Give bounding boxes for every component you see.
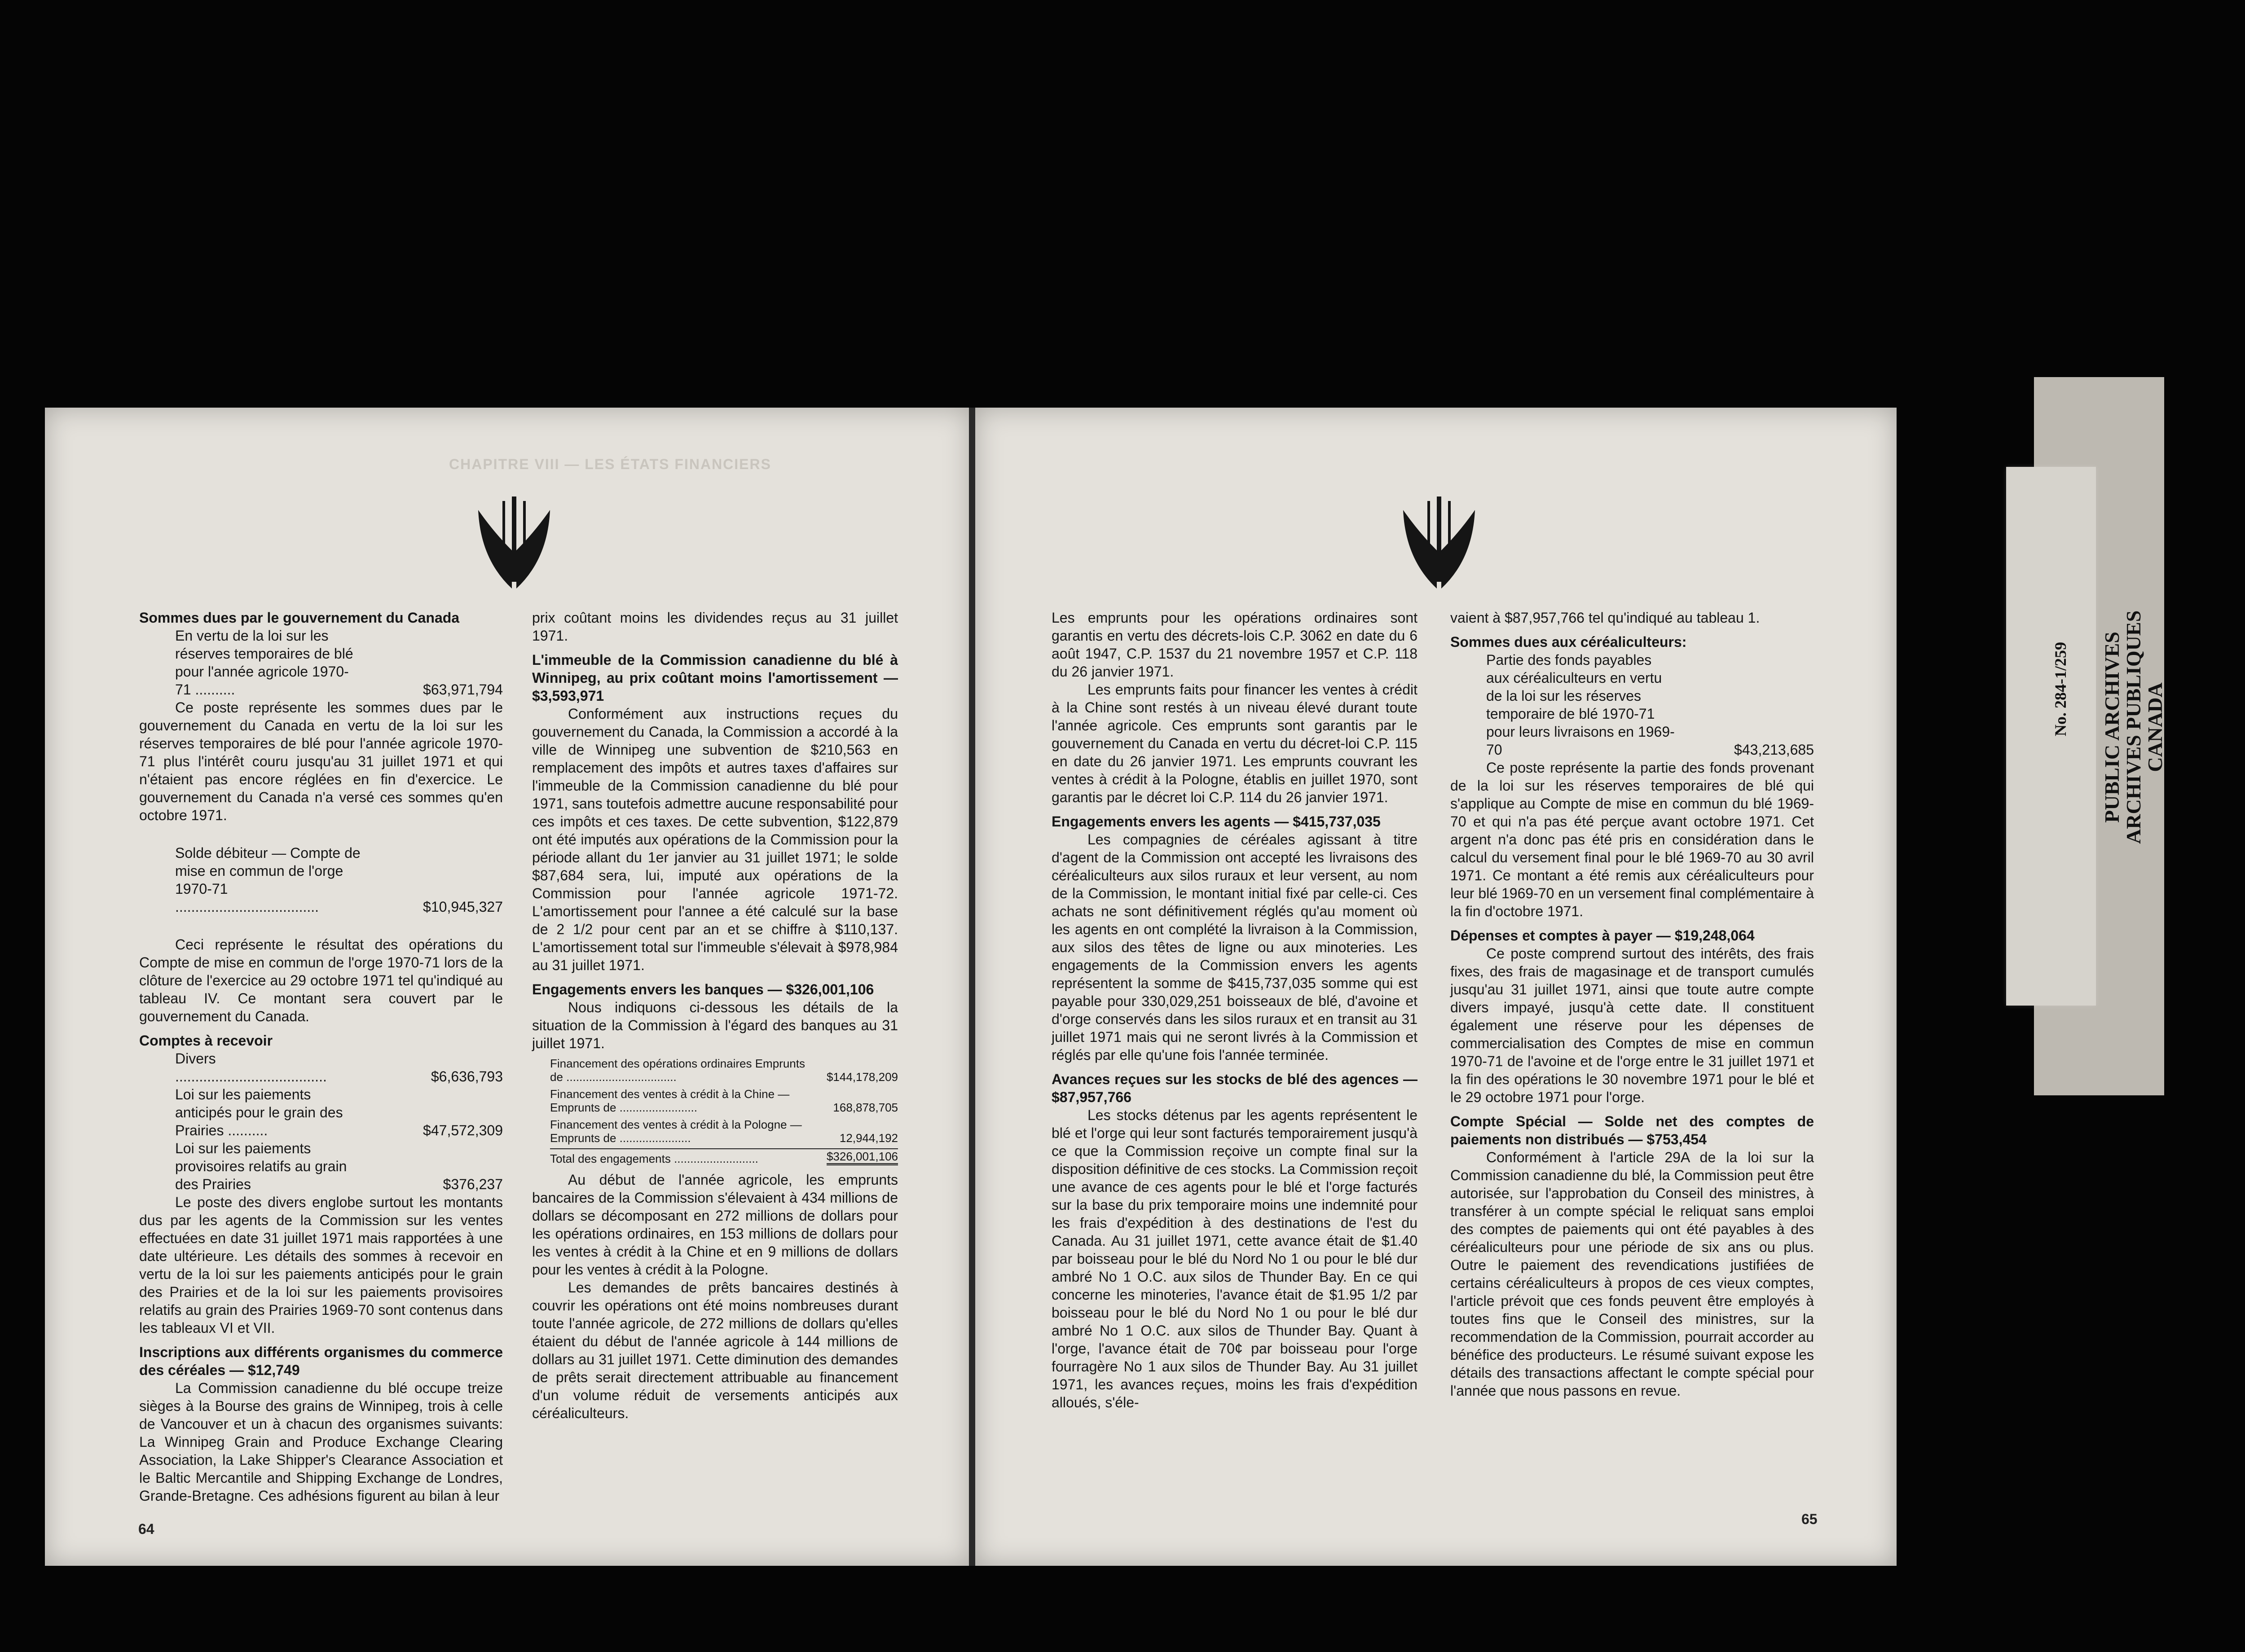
chapter-header: CHAPITRE VIII — LES ÉTATS FINANCIERS (449, 456, 771, 472)
paragraph: Ce poste comprend surtout des intérêts, des frais fixes, des frais de magasinage et de transport cumulés jusqu'au 31 juillet 1971, ainsi que toute autre compte divers impayé, jusqu'à cette date. Il constituent également une réserve pour les dépenses de commercialisation des Comptes de mise en commun 1970-71 de l'avoine et de l'orge entre le 31 juillet 1971 et la fin des opérations le 30 novembre 1971 pour le blé et le 29 octobre 1971 pour l'orge. (1450, 945, 1814, 1105)
paragraph: Au début de l'année agricole, les emprunts bancaires de la Commission s'élevaient à 434 millions de dollars se décomposant en 272 millions de dollars pour les opérations ordinaires, en 153 millions de dollars pour les ventes à crédit à la Chine et en 9 millions de dollars pour les ventes à crédit à la Pologne. (532, 1172, 898, 1278)
section-heading: Engagements envers les banques — $326,001,106 (532, 981, 874, 997)
paragraph: Les demandes de prêts bancaires destinés à couvrir les opérations ont été moins nombreuses durant toute l'année agricole, de 272 millions de dollars qu'elles étaient du début de l'année agricole à 144 millions de dollars au 31 juillet 1971. Cette diminution des demandes de prêts serait directement attribuable au financement d'un volume réduit de versements anticipés aux céréaliculteurs. (532, 1279, 898, 1421)
left-page (45, 408, 971, 1566)
entry-label: Divers ...................................... (175, 1050, 327, 1085)
bank-table (550, 1057, 898, 1165)
page-number-right: 65 (1801, 1511, 1818, 1527)
paragraph: Ceci représente le résultat des opérations du Compte de mise en commun de l'orge 1970-71 lors de la clôture de l'exercice au 29 octobre 1971 tel qu'indiqué au tableau IV. Ce montant sera couvert par le gouvernement du Canada. (139, 936, 503, 1024)
table-row-label: Financement des ventes à crédit à la Pologne — Emprunts de ...................... (550, 1118, 802, 1145)
section-heading: Compte Spécial — Solde net des comptes de paiements non distribués — $753,454 (1450, 1113, 1814, 1147)
archive-stamp (2101, 611, 2166, 844)
paragraph: Conformément à l'article 29A de la loi sur la Commission canadienne du blé, la Commission peut être autorisée, sur l'approbation du Conseil des ministres, à transférer à un compte spécial le reliquat sans emploi des comptes de paiements qui ont été payables à des céréaliculteurs pour une période de six ans ou plus. Outre le paiement des revendications justifiées de certains céréaliculteurs à propos de ces vieux comptes, l'article prévoit que ces fonds peuvent être employés à toutes fins que le Conseil des ministres, sur la recommendation de la Commission, pourrait accorder au bénéfice des producteurs. Le résumé suivant expose les détails des transactions affectant le compte spécial pour l'année que nous passons en revue. (1450, 1149, 1814, 1399)
amount-entry (175, 627, 503, 699)
table-row-amount: $144,178,209 (826, 1070, 898, 1084)
right-page (975, 408, 1897, 1566)
left-page-column-1 (139, 609, 503, 1505)
entry-amount: $63,971,794 (423, 681, 503, 698)
table-row-amount: $326,001,106 (827, 1150, 898, 1165)
paragraph: Les emprunts faits pour financer les ventes à crédit à la Chine sont restés à un niveau élevé durant toute l'année agricole. Ces emprunts sont garantis par le gouvernement du Canada en vertu du décret-loi C.P. 115 en date du 26 janvier 1971. Les emprunts couvrant les ventes à crédit à la Pologne, établis en juillet 1970, sont garantis par le décret loi C.P. 114 du 26 janvier 1971. (1052, 681, 1417, 805)
entry-amount: $6,636,793 (431, 1068, 503, 1085)
section-heading: Avances reçues sur les stocks de blé des agences — $87,957,766 (1052, 1071, 1417, 1105)
amount-entry (175, 1139, 503, 1193)
entry-label: Loi sur les paiements anticipés pour le grain des Prairies .......... (175, 1086, 343, 1138)
paragraph: Le poste des divers englobe surtout les montants dus par les agents de la Commission sur les ventes effectuées en date 31 juillet 1971 mais rapportées à une date ultérieure. Les détails des sommes à recevoir en vertu de la loi sur les paiements anticipés pour le grain des Prairies et de la loi sur les paiements provisoires relatifs au grain des Prairies 1969-70 sont contenus dans les tableaux VI et VII. (139, 1194, 503, 1336)
paragraph: Ce poste représente la partie des fonds provenant de la loi sur les réserves temporaires de blé qui s'applique au Compte de mise en commun du blé 1969-70 et qui n'a pas été perçue avant octobre 1971. Cet argent n'a donc pas été pris en considération dans le calcul du versement final pour le blé 1969-70 au 30 avril 1971. Ce montant a été remis aux céréaliculteurs pour leur blé 1969-70 en un versement final complémentaire à la fin d'octobre 1971. (1450, 760, 1814, 919)
section-heading: Sommes dues par le gouvernement du Canada (139, 610, 460, 626)
table-row-label: Financement des ventes à crédit à la Chine — Emprunts de ........................ (550, 1087, 790, 1114)
left-page-column-2 (532, 609, 898, 1422)
book-spread (45, 408, 1897, 1566)
page-number-left: 64 (138, 1521, 154, 1537)
section-heading: Inscriptions aux différents organismes du commerce des céréales — $12,749 (139, 1344, 503, 1378)
entry-amount: $43,213,685 (1734, 742, 1814, 758)
table-row-amount: 12,944,192 (839, 1131, 898, 1145)
table-row (550, 1118, 898, 1145)
amount-entry (175, 1050, 503, 1085)
archive-card (2006, 467, 2096, 1006)
spacer (139, 824, 503, 844)
wheat-logo-icon (1401, 492, 1477, 595)
spacer (139, 916, 503, 936)
paragraph: Nous indiquons ci-dessous les détails de la situation de la Commission à l'égard des banques au 31 juillet 1971. (532, 999, 898, 1051)
entry-amount: $376,237 (443, 1176, 503, 1192)
archive-line-1: PUBLIC ARCHIVES (2100, 632, 2123, 823)
amount-entry (175, 844, 503, 916)
section-heading: L'immeuble de la Commission canadienne du blé à Winnipeg, au prix coûtant moins l'amortissement — $3,593,971 (532, 652, 898, 704)
paragraph: prix coûtant moins les dividendes reçus au 31 juillet 1971. (532, 610, 898, 644)
table-total-row (550, 1148, 898, 1165)
paragraph: Les emprunts pour les opérations ordinaires sont garantis en vertu des décrets-lois C.P. 3062 en date du 6 août 1947, C.P. 1537 du 21 novembre 1957 et C.P. 118 du 26 janvier 1971. (1052, 610, 1417, 680)
table-row-label: Total des engagements .......................... (550, 1152, 758, 1165)
section-heading: Sommes dues aux céréaliculteurs: (1450, 634, 1687, 650)
entry-label: Partie des fonds payables aux céréaliculteurs en vertu de la loi sur les réserves temporaire de blé 1970-71 pour leurs livraisons en 1969-70 (1486, 652, 1675, 758)
entry-label: En vertu de la loi sur les réserves temporaires de blé pour l'année agricole 1970-71 .......... (175, 628, 353, 698)
entry-amount: $10,945,327 (423, 899, 503, 915)
right-page-column-2 (1450, 609, 1814, 1400)
paragraph: Conformément aux instructions reçues du gouvernement du Canada, la Commission a accordé à la ville de Winnipeg une subvention de $210,563 en remplacement des impôts et autres taxes d'affaires sur l'immeuble de la Commission canadienne du blé pour 1971, sans toutefois admettre aucune responsabilité pour ces impôts et ces taxes. De cette subvention, $122,879 ont été imputés aux opérations de la Commission pour la période allant du 1er janvier au 31 juillet 1971; le solde $87,684 sera, lui, imputé aux opérations de la Commission pour l'année agricole 1971-72. L'amortissement pour l'annee a été calculé sur la base de 2 1/2 pour cent par an et se chiffre à $110,137. L'amortissement total sur l'immeuble s'élevait à $978,984 au 31 juillet 1971. (532, 706, 898, 973)
section-heading: Engagements envers les agents — $415,737,035 (1052, 813, 1381, 830)
right-page-column-1 (1052, 609, 1417, 1411)
paragraph: Les stocks détenus par les agents représentent le blé et l'orge qui leur sont facturés temporairement jusqu'à ce que la Commission reçoive un compte final sur la disposition définitive de ces stocks. La Commission reçoit une avance de ces agents pour le blé et l'orge facturés sur la base du prix temporaire moins une indemnité pour les frais d'expédition à des destinations de l'est du Canada. Au 31 juillet 1971, cette avance était de $1.40 par boisseau pour le blé du Nord No 1 ou pour le blé dur ambré No 1 O.C. aux silos de Thunder Bay. En ce qui concerne les minoteries, l'avance était de $1.95 1/2 par boisseau pour le blé du Nord No 1 ou pour le blé dur ambré No 1 O.C. aux silos de Thunder Bay. Quant à l'orge, l'avance était de 70¢ par boisseau pour l'orge fourragère No 1 aux silos de Thunder Bay. Au 31 juillet 1971, les avances reçues, moins les frais d'expédition alloués, s'éle- (1052, 1107, 1417, 1410)
paragraph: Ce poste représente les sommes dues par le gouvernement du Canada en vertu de la loi sur les réserves temporaires de blé pour l'année agricole 1970-71 plus l'intérêt couru jusqu'au 31 juillet 1971 et qui n'étaient pas encore réglées en fin d'exercice. Le gouvernement du Canada n'a versé ces sommes qu'en octobre 1971. (139, 699, 503, 823)
wheat-logo-icon (476, 492, 552, 595)
paragraph: Les compagnies de céréales agissant à titre d'agent de la Commission ont accepté les livraisons des céréaliculteurs aux silos ruraux et leur versent, au nom de la Commission, le montant initial fixé par celle-ci. Ces achats ne sont définitivement réglés qu'au moment où les agents en ont complété la livraison à la Commission, aux silos des têtes de ligne ou aux minoteries. Les engagements de la Commission envers les agents représentent la somme de $415,737,035 somme qui est payable pour 330,029,251 boisseaux de blé, d'avoine et d'orge conservés dans les silos ruraux et en transit au 31 juillet 1971 mais qui ne seront livrés à la Commission et réglés par elle qu'une fois l'année terminée. (1052, 831, 1417, 1063)
archive-line-2: ARCHIVES PUBLIQUES (2122, 610, 2145, 844)
table-row-amount: 168,878,705 (833, 1101, 898, 1114)
section-heading: Comptes à recevoir (139, 1032, 273, 1049)
table-row-label: Financement des opérations ordinaires Emprunts de .................................. (550, 1057, 805, 1084)
table-row (550, 1057, 898, 1084)
entry-amount: $47,572,309 (423, 1122, 503, 1138)
entry-label: Solde débiteur — Compte de mise en commun de l'orge 1970-71 .................................... (175, 845, 361, 915)
amount-entry (1486, 651, 1814, 759)
paragraph: vaient à $87,957,766 tel qu'indiqué au tableau 1. (1450, 610, 1760, 626)
section-heading: Dépenses et comptes à payer — $19,248,064 (1450, 927, 1755, 944)
amount-entry (175, 1085, 503, 1139)
paragraph: La Commission canadienne du blé occupe treize sièges à la Bourse des grains de Winnipeg, trois à celle de Vancouver et un à chacun des organismes suivants: La Winnipeg Grain and Produce Exchange Clearing Association, la Lake Shipper's Clearance Association et le Baltic Mercantile and Shipping Exchange de Londres, Grande-Bretagne. Ces adhésions figurent au bilan à leur (139, 1380, 503, 1504)
table-row (550, 1087, 898, 1114)
entry-label: Loi sur les paiements provisoires relatifs au grain des Prairies (175, 1140, 347, 1192)
archive-line-3: CANADA (2144, 682, 2166, 772)
